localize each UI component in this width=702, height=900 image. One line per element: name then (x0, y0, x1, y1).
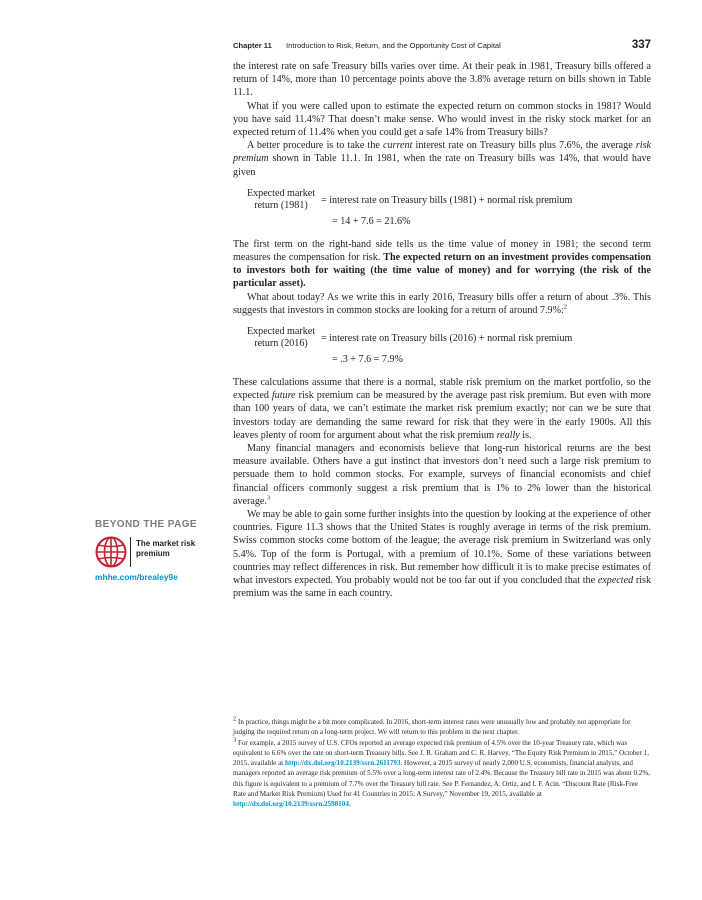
paragraph-5: What about today? As we write this in early 2016, Treasury bills offer a return of about .3%. This suggests that investors in common stocks are looking for a return of around 7.9%:$^2$ (233, 291, 651, 316)
equation-1981-lhs: Expected market return (1981) (246, 187, 316, 211)
equation-1981-rhs-line2: = 14 + 7.6 = 21.6% (332, 215, 411, 227)
footnote-ref-2: 2 (563, 303, 568, 311)
page-number: 337 (631, 39, 651, 51)
sidebar-heading: BEYOND THE PAGE (95, 519, 197, 530)
body-text (233, 60, 651, 601)
equation-1981 (233, 188, 651, 233)
equation-1981-rhs-line1: = interest rate on Treasury bills (1981) + normal risk premium (321, 194, 573, 206)
paragraph-7: Many financial managers and economists believe that long-run historical returns are the best measure available. Others have a gut instinct that investors don’t need such a large risk premium to persuade them to hold common stocks. For example, surveys of financial economists and chief financial officers commonly suggest a risk premium that is 1% to 2% lower than the historical average.$^3$ (233, 443, 651, 507)
equation-2016-rhs-line2: = .3 + 7.6 = 7.9% (332, 354, 403, 366)
doi-link-graham-harvey[interactable]: http://dx.doi.org/10.2139/ssrn.2611793 (285, 759, 401, 768)
footnotes (233, 717, 651, 810)
equation-2016-rhs-line1: = interest rate on Treasury bills (2016) + normal risk premium (321, 333, 573, 345)
paragraph-3: A better procedure is to take the current interest rate on Treasury bills plus 7.6%, the average risk premium shown in Table 11.1. In 1981, when the rate on Treasury bills was 14%, that would have given (233, 140, 652, 178)
sidebar-topic (136, 539, 195, 559)
running-header (233, 39, 651, 53)
equation-2016 (233, 326, 651, 371)
sidebar-web-link[interactable]: mhhe.com/brealey9e (95, 572, 178, 582)
beyond-the-page-sidebar (95, 519, 219, 582)
key-statement: The expected return on an investment provides compensation to investors both for waiting (the time value of money) and for worrying (the risk of the particular asset). (233, 252, 651, 290)
paragraph-6: These calculations assume that there is a normal, stable risk premium on the market portfolio, so the expected future risk premium can be measured by the average past risk premium. But even with more than 100 years of data, we can’t estimate the market risk premium exactly; nor can we be sure that investors today are demanding the same reward for risk that they were in the early 1900s. All this leaves plenty of room for argument about what the risk premium really is. (233, 377, 651, 441)
sidebar-topic-line1: The market risk (136, 539, 196, 548)
paragraph-2: What if you were called upon to estimate the expected return on common stocks in 1981? Would you have said 11.4%? That doesn’t make sense. Who would invest in the risky stock market for an expected return of 11.4% when you could get a safe 14% from Treasury bills? (233, 100, 651, 139)
sidebar-topic-line2: premium (136, 549, 170, 558)
equation-2016-lhs: Expected market return (2016) (246, 326, 316, 350)
paragraph-8: We may be able to gain some further insights into the question by looking at the experience of other countries. Figure 11.3 shows that the United States is roughly average in terms of the risk premium. Swiss common stocks come bottom of the league; the average risk premium in Switzerland was only 5.4%. Top of the form is Portugal, with a premium of 10.1%. Some of these variations between countries may reflect differences in risk. But remember how difficult it is to make precise estimates of what investors expected. You probably would not be too far out if you concluded that the expected risk premium was the same in each country. (233, 509, 651, 600)
paragraph-1: the interest rate on safe Treasury bills varies over time. At their peak in 1981, Treasury bills offered a return of 14%, more than 10 percentage points above the 3.8% average return on bills shown in Table 11.1. (233, 61, 651, 99)
globe-icon (95, 536, 127, 568)
chapter-label: Chapter 11 (233, 41, 272, 50)
paragraph-4: The first term on the right-hand side tells us the time value of money in 1981; the second term measures the compensation for risk. The expected return on an investment provides compensation to investors both for waiting (the time value of money) and for worrying (the risk of the particular asset). (233, 238, 651, 290)
footnote-ref-3: 3 (266, 494, 271, 502)
chapter-title: Introduction to Risk, Return, and the Opportunity Cost of Capital (286, 41, 501, 50)
sidebar-divider (130, 537, 131, 567)
doi-link-fernandez[interactable]: http://dx.doi.org/10.2139/ssrn.2598104 (233, 800, 349, 809)
footnote-2: $^2$ In practice, things might be a bit more complicated. In 2016, short-term interest rates were unusually low and probably not appropriate for judging the required return on a long-term project. We will return to this problem in the next chapter. (233, 715, 631, 737)
footnote-3: $^3$ For example, a 2015 survey of U.S. CFOs reported an average expected risk premium of 4.5% over the 10-year Treasury rate, which was equivalent to 6.6% over the rate on short-term Treasury bills. See J. R. Graham and C. R. Harvey, “The Equity Risk Premium in 2015,” October 1, 2015, available at http://dx.doi.org/10.2139/ssrn.2611793. However, a 2015 survey of nearly 2,000 U.S. economists, financial analysts, and managers reported an average risk premium of 5.5% over a long-term interest rate of 2.4%. Because the Treasury bill rate in 2015 was about 0.2%, this figure is equivalent to a premium of 7.7% over the Treasury bill rate. See P. Fernandez, A. Ortiz, and I. F. Acin. “Discount Rate (Risk-Free Rate and Market Risk Premium) Used for 41 Countries in 2015: A Survey,” November 19, 2015, available at http://dx.doi.org/10.2139/ssrn.2598104. (233, 736, 651, 809)
